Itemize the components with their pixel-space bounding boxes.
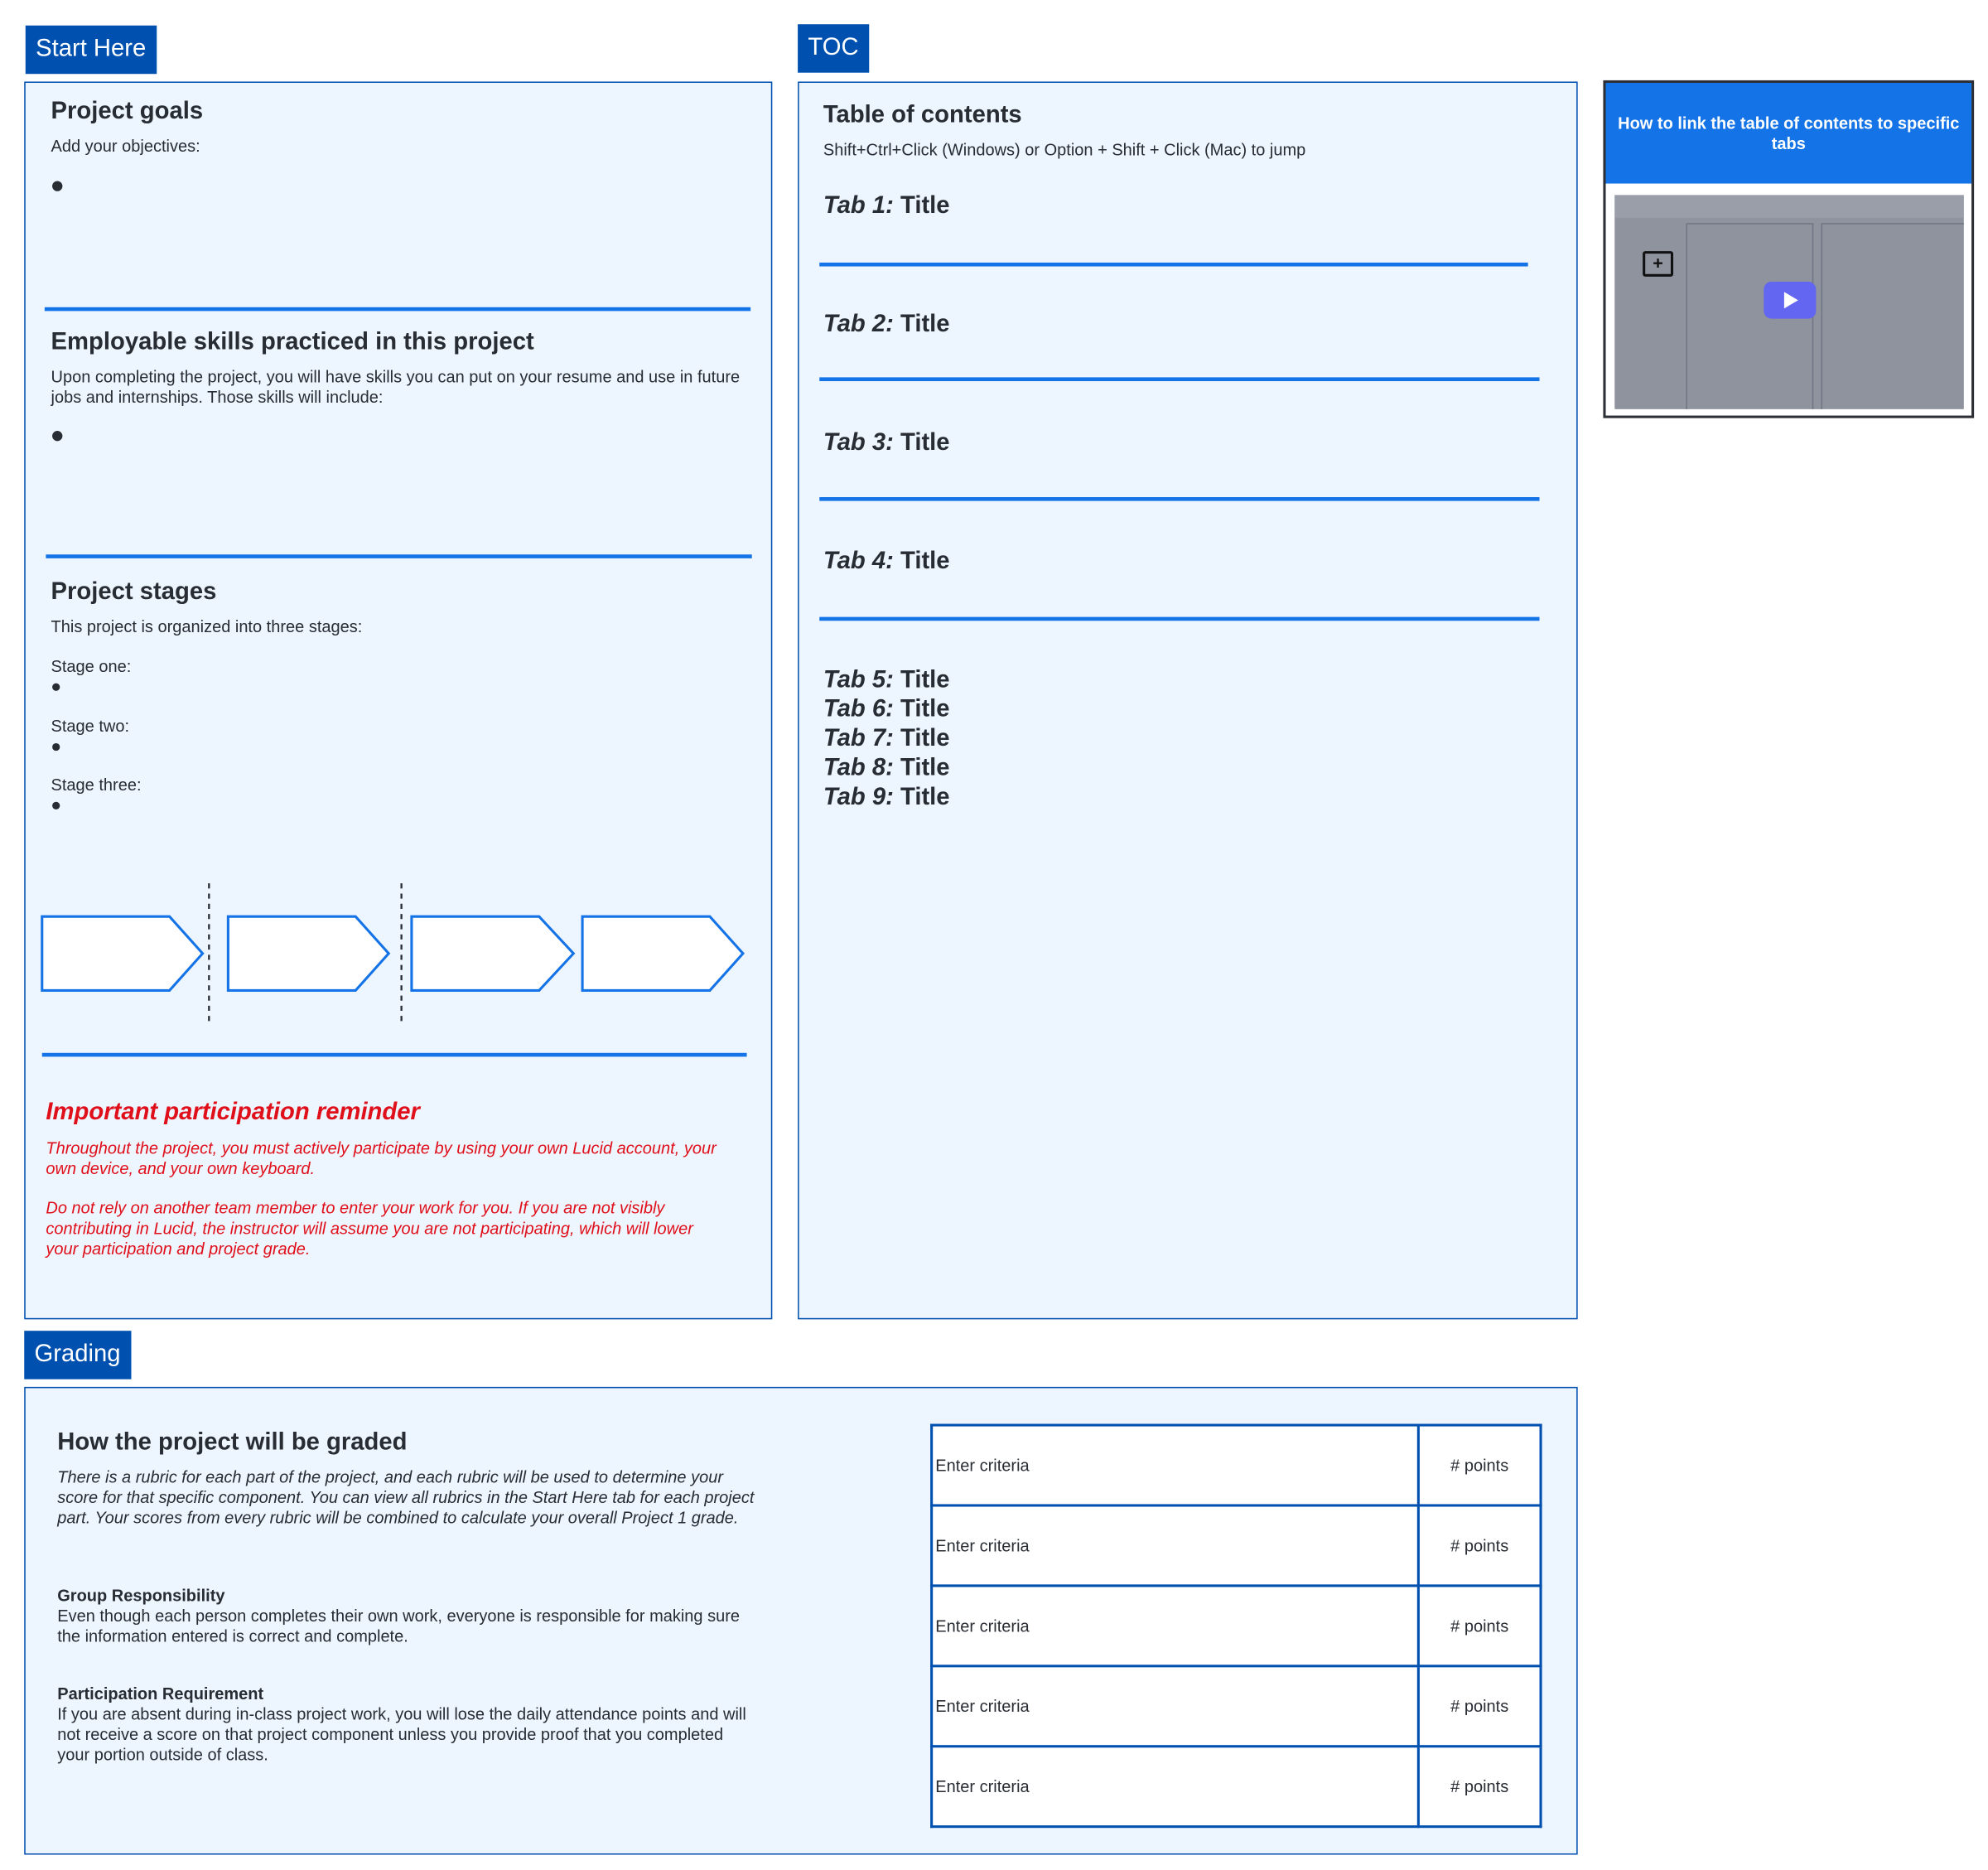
bullet [52,802,60,809]
play-icon [1764,282,1816,319]
stage-chevrons [0,867,777,1032]
toc-link-tab-1[interactable] [823,191,950,220]
video-title: How to link the table of contents to specific tabs [1606,83,1972,184]
grading-heading: How the project will be graded [57,1428,408,1456]
chevron-stage-4 [582,916,743,990]
thumb-panel [1822,223,1964,409]
chevron-stage-2 [228,916,388,990]
participation-text: If you are absent during in-class project work, you will lose the daily attendance points and will not receive a score on that project component unless you provide proof that you completed your portion outside of class. [57,1703,746,1765]
toc-link-tab-7[interactable] [823,724,950,753]
toc-label: TOC [798,24,869,72]
tab-number: Tab 3: [823,429,894,457]
tab-title: Title [900,192,950,220]
stage-one-label: Stage one: [51,656,132,676]
points-cell[interactable]: # points [1418,1747,1541,1827]
criteria-cell[interactable]: Enter criteria [932,1747,1419,1827]
bullet [52,743,60,751]
points-cell[interactable]: # points [1418,1586,1541,1666]
bullet [52,431,62,441]
divider [819,377,1539,381]
skills-heading: Employable skills practiced in this project [51,328,534,356]
tab-number: Tab 2: [823,311,894,338]
grading-intro: There is a rubric for each part of the project, and each rubric will be used to determine your score for that specific component. You can view all rubrics in the Start Here tab for each project part. Your scores from every rubric will be combined to calculate your overall Project 1 grade. [57,1467,755,1528]
toc-link-tab-9[interactable] [823,783,950,812]
thumb-toolbar [1614,195,1964,218]
table-row [932,1747,1541,1827]
tab-title: Title [900,429,950,457]
skills-text: Upon completing the project, you will have skills you can put on your resume and use in future jobs and internships. Those skills will include: [51,367,741,407]
criteria-cell[interactable]: Enter criteria [932,1586,1419,1666]
stage-three-label: Stage three: [51,775,142,795]
divider [46,554,751,558]
grading-label: Grading [24,1331,131,1379]
points-cell[interactable]: # points [1418,1425,1541,1505]
points-cell[interactable]: # points [1418,1505,1541,1586]
play-button[interactable] [1764,282,1816,319]
table-row [932,1666,1541,1747]
criteria-cell[interactable]: Enter criteria [932,1425,1419,1505]
tab-number: Tab 8: [823,754,894,782]
points-cell[interactable]: # points [1418,1666,1541,1747]
tab-title: Title [900,725,950,752]
stages-text: This project is organized into three stages: [51,616,363,636]
tab-number: Tab 7: [823,725,894,752]
toc-link-tab-8[interactable] [823,753,950,782]
group-responsibility-text: Even though each person completes their own work, everyone is responsible for making sure the information entered is correct and complete. [57,1606,741,1646]
toc-link-tab-5[interactable] [823,665,950,694]
tab-number: Tab 4: [823,548,894,575]
table-row [932,1586,1541,1666]
tab-title: Title [900,696,950,723]
stage-two-label: Stage two: [51,716,130,736]
group-responsibility-heading: Group Responsibility [57,1585,225,1605]
divider [819,497,1539,501]
reminder-paragraph-1: Throughout the project, you must actively participate by using your own Lucid account, your own device, and your own keyboard. [46,1138,717,1178]
stages-heading: Project stages [51,578,217,606]
bullet [52,684,60,691]
toc-hint: Shift+Ctrl+Click (Windows) or Option + Shift + Click (Mac) to jump [823,140,1306,160]
objectives-text: Add your objectives: [51,136,200,156]
toc-heading: Table of contents [823,102,1022,129]
start-here-panel [24,81,772,1319]
divider [819,263,1527,267]
divider [819,617,1539,621]
bullet [52,181,62,191]
video-thumbnail[interactable] [1614,195,1964,408]
chevron-stage-3 [412,916,573,990]
divider [45,307,750,312]
toc-link-tab-2[interactable] [823,310,950,339]
divider [42,1053,747,1057]
tab-title: Title [900,784,950,811]
chevron-stage-1 [42,916,203,990]
criteria-cell[interactable]: Enter criteria [932,1666,1419,1747]
tab-title: Title [900,548,950,575]
tab-number: Tab 6: [823,696,894,723]
rubric-table [930,1424,1542,1829]
video-card[interactable] [1603,80,1974,418]
tab-number: Tab 9: [823,784,894,811]
tab-title: Title [900,666,950,693]
tab-title: Title [900,754,950,782]
toc-link-tab-6[interactable] [823,694,950,723]
reminder-heading: Important participation reminder [46,1099,420,1126]
tab-title: Title [900,311,950,338]
participation-heading: Participation Requirement [57,1684,264,1703]
toc-link-tab-4[interactable] [823,547,950,576]
project-goals-heading: Project goals [51,98,204,125]
table-row [932,1505,1541,1586]
tab-number: Tab 5: [823,666,894,693]
plus-icon: + [1643,251,1673,277]
start-here-label: Start Here [26,26,157,74]
table-row [932,1425,1541,1505]
reminder-paragraph-2: Do not rely on another team member to enter your work for you. If you are not visibly contributing in Lucid, the instructor will assume you are not participating, which will lower your participation and project grade. [46,1198,693,1259]
tab-number: Tab 1: [823,192,894,220]
criteria-cell[interactable]: Enter criteria [932,1505,1419,1586]
toc-link-tab-3[interactable] [823,428,950,457]
